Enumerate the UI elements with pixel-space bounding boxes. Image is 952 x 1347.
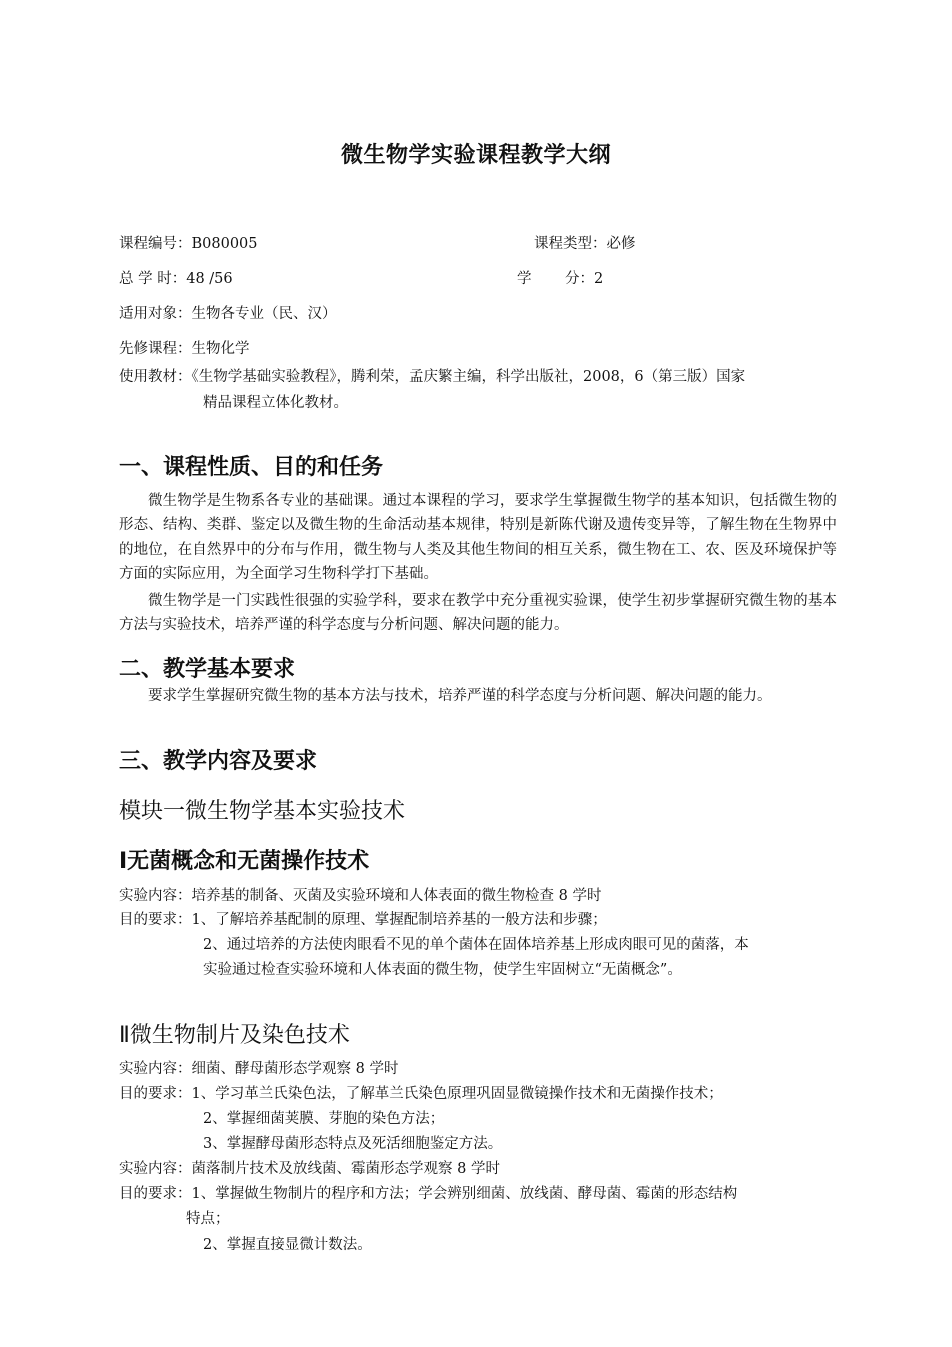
part-1-content: 实验内容：培养基的制备、灭菌及实验环境和人体表面的微生物检查 8 学时 <box>119 888 602 904</box>
credit-value: 分：2 <box>565 271 604 287</box>
total-hours: 总 学 时：48 /56 <box>119 271 233 287</box>
part-1-requirement-2-line-2: 实验通过检查实验环境和人体表面的微生物，使学生牢固树立“无菌概念”。 <box>203 962 682 978</box>
course-type: 课程类型：必修 <box>534 236 636 252</box>
part-2-requirement-4-line-1: 目的要求：1、掌握做生物制片的程序和方法；学会辨别细菌、放线菌、酵母菌、霉菌的形态结构 <box>119 1186 738 1202</box>
section-3-heading: 三、教学内容及要求 <box>119 749 318 774</box>
part-1-requirement-1: 目的要求：1、了解培养基配制的原理、掌握配制培养基的一般方法和步骤； <box>119 912 607 928</box>
part-2-requirement-2: 2、掌握细菌荚膜、芽胞的染色方法； <box>203 1111 445 1127</box>
part-2-requirement-5: 2、掌握直接显微计数法。 <box>203 1237 372 1253</box>
textbook-line-1: 使用教材：《生物学基础实验教程》，腾利荣，孟庆繁主编，科学出版社，2008，6（第三版）国家 <box>119 369 746 385</box>
document-title: 微生物学实验课程教学大纲 <box>340 143 611 168</box>
section-2-heading: 二、教学基本要求 <box>119 657 296 682</box>
part-2-heading: Ⅱ微生物制片及染色技术 <box>119 1023 350 1048</box>
part-1-requirement-2-line-1: 2、通过培养的方法使肉眼看不见的单个菌体在固体培养基上形成肉眼可见的菌落，本 <box>203 937 749 953</box>
credit-label: 学 <box>517 271 532 287</box>
section-2-paragraph: 要求学生掌握研究微生物的基本方法与技术，培养严谨的科学态度与分析问题、解决问题的能力。 <box>148 688 772 704</box>
part-2-requirement-4-line-2: 特点； <box>186 1211 230 1227</box>
part-2-requirement-1: 目的要求：1、学习革兰氏染色法，了解革兰氏染色原理巩固显微镜操作技术和无菌操作技术； <box>119 1086 723 1102</box>
section-1-paragraph-1: 微生物学是生物系各专业的基础课。通过本课程的学习，要求学生掌握微生物学的基本知识，包括微生物的形态、结构、类群、鉴定以及微生物的生命活动基本规律，特别是新陈代谢及遗传变异等，了解生物在生物界中的地位，在自然界中的分布与作用，微生物与人类及其他生物间的相互关系，微生物在工、农、医及环境保护等方面的实际应用，为全面学习生物科学打下基础。 <box>119 493 837 582</box>
textbook-line-2: 精品课程立体化教材。 <box>203 395 348 411</box>
section-1-heading: 一、课程性质、目的和任务 <box>119 455 384 480</box>
audience: 适用对象：生物各专业（民、汉） <box>119 306 337 322</box>
part-2-content-1: 实验内容：细菌、酵母菌形态学观察 8 学时 <box>119 1061 399 1077</box>
part-2-content-2: 实验内容：菌落制片技术及放线菌、霉菌形态学观察 8 学时 <box>119 1161 500 1177</box>
section-1-paragraph-2: 微生物学是一门实践性很强的实验学科，要求在教学中充分重视实验课，使学生初步掌握研究微生物的基本方法与实验技术，培养严谨的科学态度与分析问题、解决问题的能力。 <box>119 593 837 634</box>
course-code: 课程编号：B080005 <box>119 236 258 252</box>
part-1-heading: Ⅰ无菌概念和无菌操作技术 <box>119 849 370 874</box>
prerequisite: 先修课程：生物化学 <box>119 341 250 357</box>
part-2-requirement-3: 3、掌握酵母菌形态特点及死活细胞鉴定方法。 <box>203 1136 503 1152</box>
module-heading: 模块一微生物学基本实验技术 <box>119 799 406 824</box>
